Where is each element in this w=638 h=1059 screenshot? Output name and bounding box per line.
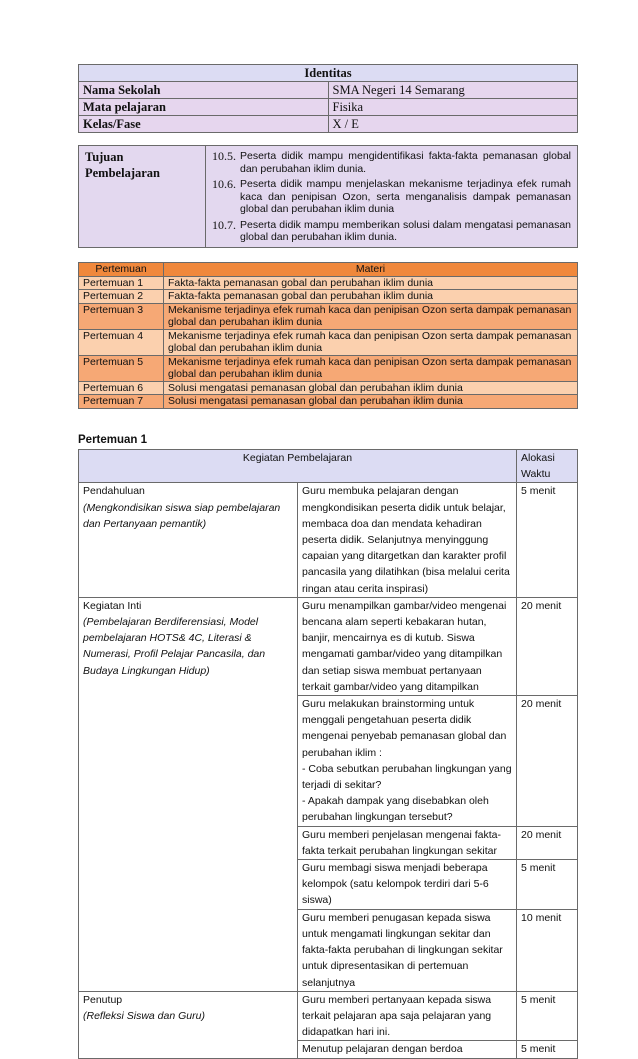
identitas-title: Identitas [79, 65, 578, 82]
header-alokasi: Alokasi Waktu [517, 450, 578, 483]
activity-cell: Guru membuka pelajaran dengan mengkondisikan peserta didik untuk belajar, membaca doa dan mendata kehadiran peserta didik. Selanjutnya menyinggung capaian yang ditargetkan dan karakter profil pancasila yang dilatihkan (bisa melalui cerita ringan atau cerita inspirasi) [298, 483, 517, 597]
table-row [79, 276, 578, 290]
goal-item [212, 149, 571, 175]
goal-text: Peserta didik mampu menjelaskan mekanisme terjadinya efek rumah kaca dan penipisan Ozon, serta menganalisis dampak pemanasan global dan perubahan iklim dunia [240, 178, 571, 215]
goal-item [212, 218, 571, 244]
table-row [79, 355, 578, 381]
goal-number: 10.5. [212, 149, 236, 163]
materi-cell: Solusi mengatasi pemanasan global dan perubahan iklim dunia [164, 395, 578, 409]
tujuan-list [206, 146, 578, 248]
table-row [79, 303, 578, 329]
table-row [79, 395, 578, 409]
value-mata-pelajaran: Fisika [328, 99, 578, 116]
activity-cell: Guru memberi penjelasan mengenai fakta-fakta terkait perubahan lingkungan sekitar [298, 826, 517, 859]
time-cell: 5 menit [517, 1041, 578, 1058]
time-cell: 5 menit [517, 483, 578, 597]
materi-cell: Fakta-fakta pemanasan gobal dan perubahan iklim dunia [164, 276, 578, 290]
goal-number: 10.7. [212, 217, 236, 232]
table-row [79, 991, 578, 1041]
phase-inti [79, 597, 298, 991]
activity-question: - Apakah dampak yang disebabkan oleh perubahan lingkungan tersebut? [302, 795, 489, 824]
goal-item [212, 177, 571, 216]
goal-text: Peserta didik mampu memberikan solusi dalam mengatasi pemanasan global dan perubahan iklim dunia. [240, 218, 571, 243]
activity-cell: Guru memberi pertanyaan kepada siswa terkait pelajaran apa saja pelajaran yang didapatkan hari ini. [298, 991, 517, 1041]
materi-cell: Fakta-fakta pemanasan gobal dan perubahan iklim dunia [164, 290, 578, 304]
pertemuan-cell: Pertemuan 5 [79, 355, 164, 381]
header-pertemuan: Pertemuan [79, 263, 164, 277]
phase-subtitle: (Refleksi Siswa dan Guru) [83, 1009, 205, 1022]
phase-penutup [79, 991, 298, 1058]
activity-cell: Guru menampilkan gambar/video mengenai bencana alam seperti kebakaran hutan, banjir, mencairnya es di kutub. Siswa mengamati gambar/video yang ditampilkan dan setiap siswa membuat pertanyaan terkait gambar/video yang ditampilkan [298, 597, 517, 695]
label-kelas-fase: Kelas/Fase [79, 116, 329, 133]
materi-cell: Mekanisme terjadinya efek rumah kaca dan penipisan Ozon serta dampak pemanasan global dan perubahan iklim dunia [164, 329, 578, 355]
materi-cell: Mekanisme terjadinya efek rumah kaca dan penipisan Ozon serta dampak pemanasan global dan perubahan iklim dunia [164, 355, 578, 381]
tujuan-label: Tujuan Pembelajaran [79, 146, 206, 248]
section-heading-pertemuan-1: Pertemuan 1 [78, 434, 148, 446]
phase-title: Kegiatan Inti [83, 599, 142, 612]
header-materi: Materi [164, 263, 578, 277]
tujuan-pembelajaran-table [78, 145, 578, 248]
phase-subtitle: (Mengkondisikan siswa siap pembelajaran dan Pertanyaan pemantik) [83, 501, 281, 530]
pertemuan-cell: Pertemuan 1 [79, 276, 164, 290]
phase-title: Pendahuluan [83, 485, 145, 498]
phase-title: Penutup [83, 993, 123, 1006]
identitas-table [78, 64, 578, 133]
pertemuan-cell: Pertemuan 6 [79, 381, 164, 395]
label-nama-sekolah: Nama Sekolah [79, 82, 329, 99]
time-cell: 10 menit [517, 909, 578, 991]
goal-number: 10.6. [212, 177, 236, 191]
activity-cell [298, 696, 517, 827]
activity-cell: Menutup pelajaran dengan berdoa [298, 1041, 517, 1058]
time-cell: 20 menit [517, 696, 578, 827]
time-cell: 5 menit [517, 991, 578, 1041]
header-kegiatan: Kegiatan Pembelajaran [79, 450, 517, 483]
pertemuan-cell: Pertemuan 7 [79, 395, 164, 409]
materi-cell: Mekanisme terjadinya efek rumah kaca dan penipisan Ozon serta dampak pemanasan global dan perubahan iklim dunia [164, 303, 578, 329]
table-row [79, 597, 578, 695]
pertemuan-cell: Pertemuan 2 [79, 290, 164, 304]
value-nama-sekolah: SMA Negeri 14 Semarang [328, 82, 578, 99]
table-row [79, 483, 578, 597]
time-cell: 20 menit [517, 826, 578, 859]
phase-pendahuluan [79, 483, 298, 597]
activity-intro: Guru melakukan brainstorming untuk menggali pengetahuan peserta didik mengenai penyebab pemanasan global dan perubahan iklim : [302, 698, 507, 759]
table-row [79, 290, 578, 304]
pertemuan-cell: Pertemuan 3 [79, 303, 164, 329]
activity-cell: Guru memberi penugasan kepada siswa untuk mengamati lingkungan sekitar dan fakta-fakta perubahan di lingkungan sekitar untuk dipresentasikan di pertemuan selanjutnya [298, 909, 517, 991]
pertemuan-materi-table [78, 262, 578, 409]
kegiatan-pembelajaran-table [78, 449, 578, 1059]
time-cell: 5 menit [517, 860, 578, 910]
pertemuan-cell: Pertemuan 4 [79, 329, 164, 355]
label-mata-pelajaran: Mata pelajaran [79, 99, 329, 116]
table-row [79, 381, 578, 395]
time-cell: 20 menit [517, 597, 578, 695]
value-kelas-fase: X / E [328, 116, 578, 133]
phase-subtitle: (Pembelajaran Berdiferensiasi, Model pembelajaran HOTS& 4C, Literasi & Numerasi, Profil Pelajar Pancasila, dan Budaya Lingkungan Hidup) [83, 616, 266, 677]
materi-cell: Solusi mengatasi pemanasan global dan perubahan iklim dunia [164, 381, 578, 395]
activity-cell: Guru membagi siswa menjadi beberapa kelompok (satu kelompok terdiri dari 5-6 siswa) [298, 860, 517, 910]
goal-text: Peserta didik mampu mengidentifikasi fakta-fakta pemanasan global dan perubahan iklim dunia. [240, 150, 571, 175]
table-row [79, 329, 578, 355]
activity-question: - Coba sebutkan perubahan lingkungan yang terjadi di sekitar? [302, 762, 512, 792]
